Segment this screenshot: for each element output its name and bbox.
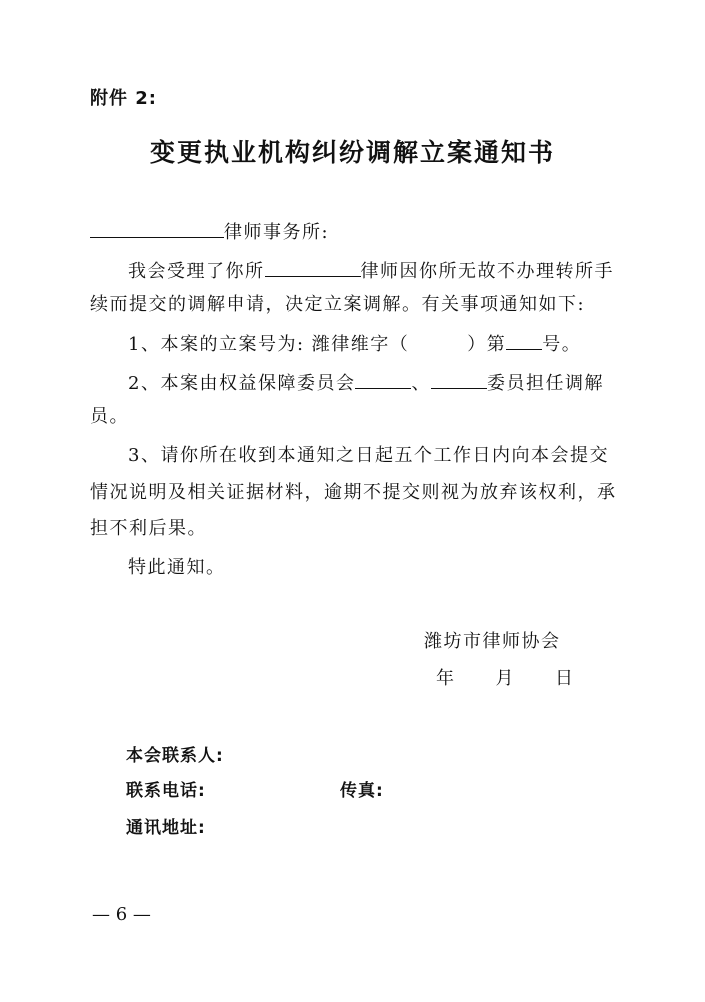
address-label: 通讯地址: bbox=[126, 818, 206, 838]
para1-text-b: 律师因你所无故不办理转所手 bbox=[360, 261, 614, 282]
lawyer-name-blank bbox=[265, 258, 361, 277]
date-line bbox=[436, 667, 575, 691]
para1-text-a: 我会受理了你所 bbox=[128, 261, 265, 282]
mediator-2-blank bbox=[431, 370, 487, 389]
addressee-line bbox=[90, 219, 329, 245]
addressee-suffix: 律师事务所: bbox=[224, 222, 330, 243]
closing-text: 特此通知。 bbox=[128, 557, 226, 578]
item2-text-a: 2、本案由权益保障委员会 bbox=[128, 373, 356, 394]
date-day: 日 bbox=[555, 668, 575, 689]
paragraph-1-line-2: 续而提交的调解申请，决定立案调解。有关事项通知如下: bbox=[90, 294, 586, 315]
item-3-line-1: 3、请你所在收到本通知之日起五个工作日内向本会提交 bbox=[128, 445, 609, 466]
item-2-line-1 bbox=[128, 370, 604, 396]
mediator-1-blank bbox=[355, 370, 411, 389]
page-number: — 6 — bbox=[92, 904, 151, 925]
item-3-line-3: 担不利后果。 bbox=[90, 518, 207, 539]
paragraph-1-line-1 bbox=[128, 258, 614, 284]
item2-text-b: 委员担任调解 bbox=[486, 373, 604, 394]
issuer-name: 潍坊市律师协会 bbox=[424, 631, 561, 652]
contact-phone-label: 联系电话: bbox=[126, 781, 206, 801]
law-firm-blank bbox=[90, 219, 224, 238]
attachment-label: 附件 2: bbox=[90, 88, 157, 109]
fax-label: 传真: bbox=[340, 781, 384, 801]
item1-text-c: 号。 bbox=[542, 334, 582, 355]
document-title: 变更执业机构纠纷调解立案通知书 bbox=[149, 138, 555, 167]
contact-person-label: 本会联系人: bbox=[126, 746, 224, 766]
case-number-blank bbox=[506, 331, 542, 350]
item-2-line-2: 员。 bbox=[90, 406, 129, 427]
item-1 bbox=[128, 331, 581, 357]
date-year: 年 bbox=[436, 668, 456, 689]
item-3-line-2: 情况说明及相关证据材料，逾期不提交则视为放弃该权利，承 bbox=[90, 482, 617, 503]
date-month: 月 bbox=[495, 668, 515, 689]
item2-separator: 、 bbox=[411, 373, 431, 394]
item1-text-b: ）第 bbox=[467, 334, 507, 355]
item1-text-a: 1、本案的立案号为: 潍律维字（ bbox=[128, 334, 410, 355]
